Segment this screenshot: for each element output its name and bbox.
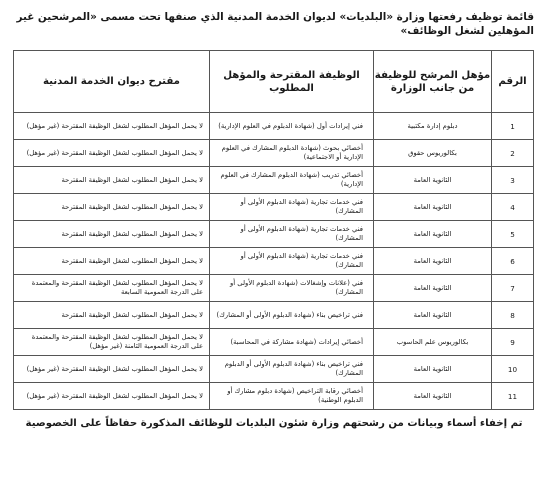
row-qualification: الثانوية العامة [374, 275, 492, 302]
row-qualification: بكالوريوس حقوق [374, 140, 492, 167]
table-row [14, 302, 534, 329]
table-row [14, 113, 534, 140]
row-proposal: لا يحمل المؤهل المطلوب لشغل الوظيفة المقترحة (غير مؤهل) [14, 356, 210, 383]
row-job: أخصائي بحوث (شهادة الدبلوم المشارك في العلوم الإدارية أو الاجتماعية) [210, 140, 374, 167]
row-proposal: لا يحمل المؤهل المطلوب لشغل الوظيفة المقترحة (غير مؤهل) [14, 140, 210, 167]
row-qualification: الثانوية العامة [374, 167, 492, 194]
table-body [14, 113, 534, 410]
row-number: 3 [492, 167, 534, 194]
row-qualification: بكالوريوس علم الحاسوب [374, 329, 492, 356]
row-number: 10 [492, 356, 534, 383]
table-row [14, 383, 534, 410]
row-proposal: لا يحمل المؤهل المطلوب لشغل الوظيفة المقترحة [14, 221, 210, 248]
privacy-note: تم إخفاء أسماء وبيانات من رشحتهم وزارة شئون البلديات للوظائف المذكورة حفاظاً على الخصوصية [25, 418, 523, 429]
table-row [14, 248, 534, 275]
row-job: فني (علانات وإشغالات (شهادة الدبلوم الأولى أو المشارك) [210, 275, 374, 302]
row-proposal: لا يحمل المؤهل المطلوب لشغل الوظيفة المقترحة [14, 248, 210, 275]
header-qualification: مؤهل المرشح للوظيفة من جانب الوزارة [374, 51, 492, 113]
header-number: الرقم [492, 51, 534, 113]
row-number: 6 [492, 248, 534, 275]
row-job: أخصائي إيرادات (شهادة مشاركة في المحاسبة) [210, 329, 374, 356]
row-number: 2 [492, 140, 534, 167]
table-row [14, 140, 534, 167]
row-job: فني خدمات تجارية (شهادة الدبلوم الأولى أو المشارك) [210, 194, 374, 221]
table-row [14, 194, 534, 221]
row-number: 9 [492, 329, 534, 356]
row-qualification: الثانوية العامة [374, 221, 492, 248]
header-job: الوظيفة المقترحة والمؤهل المطلوب [210, 51, 374, 113]
row-number: 11 [492, 383, 534, 410]
row-number: 7 [492, 275, 534, 302]
row-proposal: لا يحمل المؤهل المطلوب لشغل الوظيفة المقترحة (غير مؤهل) [14, 383, 210, 410]
row-proposal: لا يحمل المؤهل المطلوب لشغل الوظيفة المقترحة [14, 167, 210, 194]
document-title: قائمة توظيف رفعتها وزارة «البلديات» لديوان الخدمة المدنية الذي صنفها تحت مسمى «المرشحين غير المؤهلين لشغل الوظائف» [16, 11, 534, 37]
table-row [14, 167, 534, 194]
row-job: فني تراخيص بناء (شهادة الدبلوم الأولى أو الدبلوم المشارك) [210, 356, 374, 383]
candidates-table [13, 50, 534, 410]
row-qualification: الثانوية العامة [374, 248, 492, 275]
row-qualification: الثانوية العامة [374, 194, 492, 221]
row-job: فني خدمات تجارية (شهادة الدبلوم الأولى أو المشارك) [210, 248, 374, 275]
row-job: أخصائي تدريب (شهادة الدبلوم المشارك في العلوم الإدارية) [210, 167, 374, 194]
table-row [14, 275, 534, 302]
row-job: فني إيرادات أول (شهادة الدبلوم في العلوم الإدارية) [210, 113, 374, 140]
row-number: 4 [492, 194, 534, 221]
row-qualification: دبلوم إدارة مكتبية [374, 113, 492, 140]
row-qualification: الثانوية العامة [374, 383, 492, 410]
row-job: أخصائي رقابة التراخيص (شهادة دبلوم مشارك أو الدبلوم الوطنية) [210, 383, 374, 410]
row-number: 1 [492, 113, 534, 140]
row-job: فني خدمات تجارية (شهادة الدبلوم الأولى أو المشارك) [210, 221, 374, 248]
table-header-row [14, 51, 534, 113]
row-proposal: لا يحمل المؤهل المطلوب لشغل الوظيفة المقترحة والمعتمدة على الدرجة العمومية الثامنة (غير مؤهل) [14, 329, 210, 356]
row-qualification: الثانوية العامة [374, 302, 492, 329]
row-proposal: لا يحمل المؤهل المطلوب لشغل الوظيفة المقترحة [14, 194, 210, 221]
header-proposal: مقترح ديوان الخدمة المدنية [14, 51, 210, 113]
row-job: فني تراخيص بناء (شهادة الدبلوم الأولى أو المشارك) [210, 302, 374, 329]
table-row [14, 356, 534, 383]
row-proposal: لا يحمل المؤهل المطلوب لشغل الوظيفة المقترحة [14, 302, 210, 329]
row-qualification: الثانوية العامة [374, 356, 492, 383]
row-number: 5 [492, 221, 534, 248]
table-row [14, 221, 534, 248]
row-proposal: لا يحمل المؤهل المطلوب لشغل الوظيفة المقترحة (غير مؤهل) [14, 113, 210, 140]
table-row [14, 329, 534, 356]
row-proposal: لا يحمل المؤهل المطلوب لشغل الوظيفة المقترحة والمعتمدة على الدرجة العمومية السابعة [14, 275, 210, 302]
row-number: 8 [492, 302, 534, 329]
